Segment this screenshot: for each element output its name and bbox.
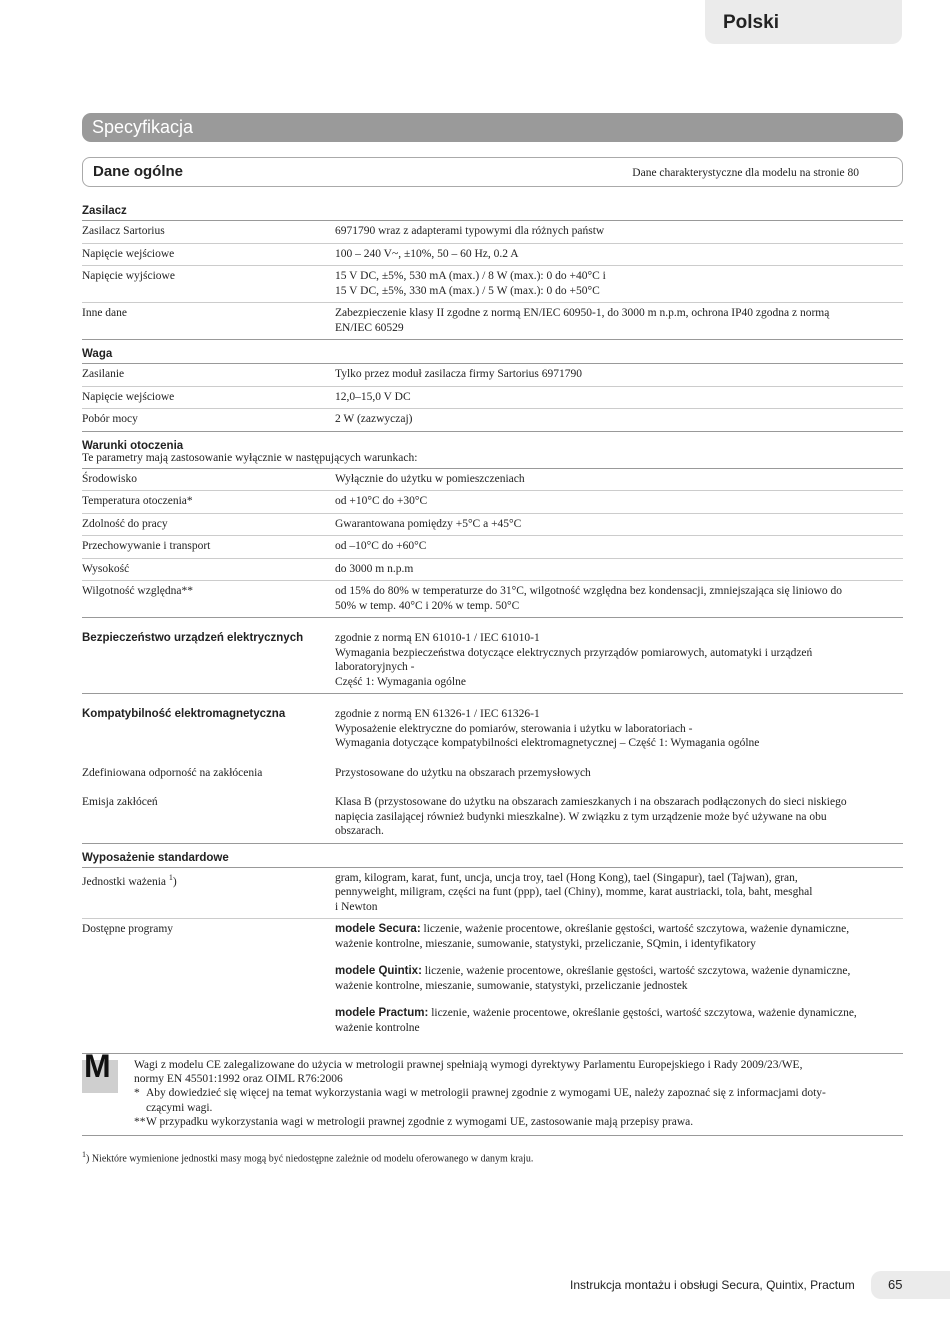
value-line: napięcia zasilającej również budynki mieszkalne). W związku z tym urządzenie może być używane na obu	[335, 810, 827, 823]
table-row	[82, 755, 903, 785]
row-value	[335, 269, 903, 298]
group-title-waga: Waga	[82, 340, 903, 364]
metrology-line: normy EN 45501:1992 oraz OIML R76:2006	[134, 1073, 343, 1086]
program-practum	[335, 1006, 903, 1035]
value-line: Wymagania bezpieczeństwa dotyczące elektrycznych przyrządów pomiarowych, automatyki i urządzeń	[335, 646, 813, 659]
footnote-mark: 1	[82, 1150, 86, 1160]
subsection-header	[82, 157, 903, 187]
value-line: EN/IEC 60529	[335, 321, 404, 334]
value-line: Zabezpieczenie klasy II zgodne z normą EN/IEC 60950-1, do 3000 m n.p.m, ochrona IP40 zgodna z normą	[335, 307, 830, 319]
row-label: Temperatura otoczenia*	[82, 495, 193, 507]
row-label-paren: )	[172, 875, 177, 888]
program-text: liczenie, ważenie procentowe, określanie gęstości, wartość szczytowa, ważenie dynamiczne,	[421, 965, 851, 977]
value-line: Część 1: Wymagania ogólne	[335, 675, 466, 688]
table-row	[82, 266, 903, 303]
row-value: 12,0–15,0 V DC	[335, 390, 411, 403]
row-label: Wysokość	[82, 562, 130, 575]
group-title-zasilacz: Zasilacz	[82, 197, 903, 221]
table-row	[82, 244, 903, 267]
section-title: Specyfikacja	[92, 117, 194, 137]
metrology-m-icon: M	[82, 1060, 118, 1093]
row-label: Bezpieczeństwo urządzeń elektrycznych	[82, 632, 304, 644]
group-title-warunki: Warunki otoczenia	[82, 439, 184, 452]
row-label: Pobór mocy	[82, 413, 138, 425]
row-value	[335, 631, 903, 689]
row-label: Napięcie wyjściowe	[82, 270, 175, 282]
row-value: od –10°C do +60°C	[335, 540, 427, 552]
table-row	[82, 536, 903, 559]
row-value	[335, 922, 903, 1035]
row-label: Środowisko	[82, 472, 137, 485]
row-label-text: Jednostki ważenia	[82, 875, 166, 888]
value-line: laboratoryjnych -	[335, 661, 415, 673]
table-row	[82, 628, 903, 694]
row-value: do 3000 m n.p.m	[335, 562, 414, 575]
row-value: Wyłącznie do użytku w pomieszczeniach	[335, 472, 525, 485]
footnote-text: W przypadku wykorzystania wagi w metrologii prawnej zgodnie z wymogami UE, zastosowanie mają przepisy prawa.	[146, 1115, 694, 1128]
metrology-text	[134, 1058, 826, 1129]
row-value: od +10°C do +30°C	[335, 495, 428, 507]
table-row	[82, 387, 903, 410]
footnote-text: czącymi wagi.	[146, 1101, 213, 1114]
row-value	[335, 306, 903, 335]
value-line: gram, kilogram, karat, funt, uncja, uncja troy, tael (Hong Kong), tael (Singapur), tael (Tajwan), gran,	[335, 871, 798, 884]
row-label: Zasilacz Sartorius	[82, 225, 165, 237]
program-text: ważenie kontrolne, mieszanie, sumowanie, statystyki, przeliczanie, SQmin, i identyfikatory	[335, 937, 756, 950]
page-number-tab	[871, 1271, 950, 1299]
row-value: Tylko przez moduł zasilacza firmy Sartorius 6971790	[335, 368, 583, 380]
program-text: ważenie kontrolne	[335, 1021, 420, 1034]
page-number: 65	[888, 1277, 903, 1292]
row-value	[335, 707, 903, 751]
language-tab	[705, 0, 902, 44]
value-line: i Newton	[335, 900, 378, 913]
row-label: Inne dane	[82, 307, 128, 319]
row-label: Kompatybilność elektromagnetyczna	[82, 708, 286, 720]
table-row	[82, 868, 903, 920]
footnote-ref: 1	[168, 872, 173, 882]
row-label: Zdolność do pracy	[82, 517, 168, 530]
program-model-name: modele Practum:	[335, 1007, 429, 1019]
row-label	[82, 871, 335, 915]
program-model-name: modele Quintix:	[335, 965, 422, 977]
value-line: Klasa B (przystosowane do użytku na obszarach zamieszkanych i na obszarach podłączonych do sieci niskiego	[335, 796, 847, 808]
row-value: Gwarantowana pomiędzy +5°C a +45°C	[335, 517, 522, 530]
row-value: Przystosowane do użytku na obszarach przemysłowych	[335, 766, 591, 779]
value-line: pennyweight, miligram, części na funt (ppp), tael (Chiny), momme, karat austriacki, tola, baht, mesghal	[335, 886, 813, 898]
row-value: 100 – 240 V~, ±10%, 50 – 60 Hz, 0.2 A	[335, 247, 519, 260]
row-label: Dostępne programy	[82, 923, 174, 935]
program-quintix	[335, 964, 903, 993]
spec-table	[82, 197, 903, 1164]
row-label: Emisja zakłóceń	[82, 796, 158, 808]
table-row	[82, 581, 903, 618]
metrology-footnote	[134, 1115, 826, 1129]
metrology-note	[82, 1048, 903, 1136]
language-label: Polski	[723, 12, 779, 33]
program-secura	[335, 922, 903, 951]
subsection-note: Dane charakterystyczne dla modelu na stronie 80	[632, 167, 859, 179]
table-row	[82, 409, 903, 432]
row-value: 6971790 wraz z adapterami typowymi dla różnych państw	[335, 225, 605, 237]
table-row	[82, 469, 903, 492]
group-subtitle: Te parametry mają zastosowanie wyłącznie w następujących warunkach:	[82, 452, 903, 469]
row-label: Wilgotność względna**	[82, 585, 193, 597]
page-footnote	[82, 1150, 903, 1164]
row-value: 2 W (zazwyczaj)	[335, 413, 413, 425]
metrology-line: Wagi z modelu CE zalegalizowane do użycia w metrologii prawnej spełniają wymogi dyrektywy Parlamentu Europejskiego i Rady 2009/23/WE,	[134, 1059, 803, 1071]
table-row	[82, 221, 903, 244]
row-label: Zasilanie	[82, 368, 125, 380]
program-model-name: modele Secura:	[335, 923, 421, 935]
value-line: 15 V DC, ±5%, 330 mA (max.) / 5 W (max.): 0 do +50°C	[335, 284, 600, 297]
value-line: obszarach.	[335, 825, 384, 837]
value-line: 50% w temp. 40°C i 20% w temp. 50°C	[335, 599, 520, 612]
table-row	[82, 303, 903, 340]
footnote-mark: **	[134, 1115, 146, 1128]
subsection-title: Dane ogólne	[93, 163, 184, 180]
table-row	[82, 704, 903, 755]
table-row	[82, 514, 903, 537]
footnote-text: ) Niektóre wymienione jednostki masy mogą być niedostępne zależnie od modelu oferowanego w danym kraju.	[86, 1153, 534, 1165]
row-label: Napięcie wejściowe	[82, 390, 175, 403]
table-row	[82, 364, 903, 387]
table-row	[82, 559, 903, 582]
group-title-wyposazenie: Wyposażenie standardowe	[82, 844, 903, 868]
value-line: zgodnie z normą EN 61326-1 / IEC 61326-1	[335, 708, 540, 720]
footnote-mark: *	[134, 1087, 140, 1100]
value-line: zgodnie z normą EN 61010-1 / IEC 61010-1	[335, 632, 540, 644]
row-value	[335, 871, 903, 915]
row-value	[335, 795, 903, 839]
program-text: liczenie, ważenie procentowe, określanie gęstości, wartość szczytowa, ważenie dynamiczne,	[428, 1007, 857, 1019]
section-title-bar	[82, 113, 903, 142]
table-row	[82, 784, 903, 844]
value-line: 15 V DC, ±5%, 530 mA (max.) / 8 W (max.): 0 do +40°C i	[335, 270, 606, 282]
row-label: Przechowywanie i transport	[82, 540, 211, 552]
footnote-text: Aby dowiedzieć się więcej na temat wykorzystania wagi w metrologii prawnej zgodnie z wymogami UE, należy zapoznać się z informacjami doty-	[146, 1087, 826, 1100]
program-text: ważenie kontrolne, mieszanie, sumowanie, statystyki, przeliczanie jednostek	[335, 979, 688, 992]
table-row	[82, 491, 903, 514]
value-line: Wyposażenie elektryczne do pomiarów, sterowania i użytku w laboratoriach -	[335, 722, 693, 735]
footer-title: Instrukcja montażu i obsługi Secura, Quintix, Practum	[570, 1278, 855, 1292]
row-label: Zdefiniowana odporność na zakłócenia	[82, 766, 263, 779]
value-line: Wymagania dotyczące kompatybilności elektromagnetycznej – Część 1: Wymagania ogólne	[335, 737, 760, 749]
row-label: Napięcie wejściowe	[82, 247, 175, 260]
metrology-footnote	[134, 1086, 826, 1114]
value-line: od 15% do 80% w temperaturze do 31°C, wilgotność względna bez kondensacji, zmniejszająca się liniowo do	[335, 585, 842, 597]
row-value	[335, 584, 903, 613]
program-text: liczenie, ważenie procentowe, określanie gęstości, wartość szczytowa, ważenie dynamiczne,	[420, 923, 850, 935]
table-row	[82, 919, 903, 1039]
